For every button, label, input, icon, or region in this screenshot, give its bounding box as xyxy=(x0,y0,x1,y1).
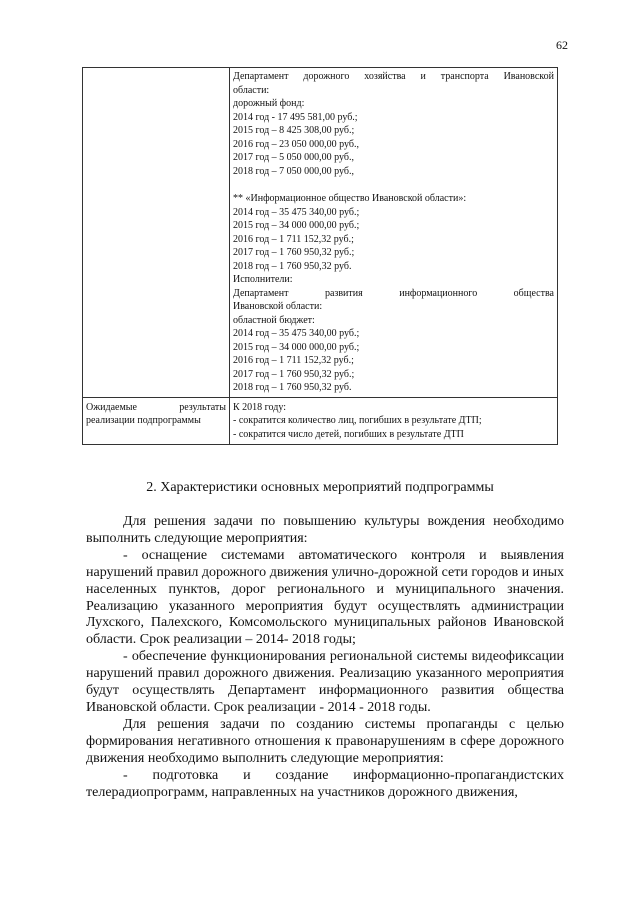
body-text xyxy=(86,514,564,801)
funding-line: 2017 год – 5 050 000,00 руб., xyxy=(233,152,354,163)
funding-line: 2017 год – 1 760 950,32 руб.; xyxy=(233,368,355,380)
section-title: 2. Характеристики основных мероприятий подпрограммы xyxy=(146,480,494,495)
paragraph: Для решения задачи по созданию системы пропаганды с целью формирования негативного отношения к правонарушениям в сфере дорожного движения необходимо выполнить следующие мероприятия: xyxy=(86,716,564,766)
results-row xyxy=(83,397,558,445)
funding-line: 2018 год – 1 760 950,32 руб. xyxy=(233,260,352,272)
funding-line: 2014 год – 35 475 340,00 руб.; xyxy=(233,206,360,218)
blank-line xyxy=(233,178,554,192)
funding-cell xyxy=(230,68,558,398)
funding-line: ** «Информационное общество Ивановской области»: xyxy=(233,193,467,204)
funding-line: 2016 год – 23 050 000,00 руб., xyxy=(233,138,359,150)
funding-label-cell xyxy=(83,68,230,398)
funding-line: 2018 год – 1 760 950,32 руб. xyxy=(233,382,352,393)
funding-line: области: xyxy=(233,84,270,96)
page-number: 62 xyxy=(556,38,568,52)
funding-line: 2016 год – 1 711 152,32 руб.; xyxy=(233,233,354,245)
funding-line: Департамент развития информационного общества xyxy=(233,287,554,299)
results-label-cell xyxy=(83,397,230,445)
paragraph: - оснащение системами автоматического контроля и выявления нарушений правил дорожного движения улично-дорожной сети городов и иных населенных пунктов, дорог регионального и муниципального значения. Реализацию указанного мероприятия будут осуществлять администрации Лухского, Палехского, Комсомольского муниципальных районов Ивановской области. Срок реализации – 2014- 2018 годы; xyxy=(86,547,564,648)
funding-line: 2015 год – 34 000 000,00 руб.; xyxy=(233,341,360,353)
results-cell xyxy=(230,397,558,445)
funding-line: 2014 год - 17 495 581,00 руб.; xyxy=(233,111,358,123)
funding-line: Департамент дорожного хозяйства и транспорта Ивановской xyxy=(233,71,554,82)
funding-line: 2015 год – 34 000 000,00 руб.; xyxy=(233,220,360,231)
program-table xyxy=(82,67,558,445)
funding-line: 2016 год – 1 711 152,32 руб.; xyxy=(233,355,354,366)
funding-line: 2017 год – 1 760 950,32 руб.; xyxy=(233,247,355,258)
result-line: - сократится число детей, погибших в результате ДТП xyxy=(233,428,464,440)
paragraph: - обеспечение функционирования региональной системы видеофиксации нарушений правил дорожного движения. Реализацию указанного мероприятия будут осуществлять Департамент информационного развития общества Ивановской области. Срок реализации - 2014 - 2018 годы. xyxy=(86,649,564,715)
result-line: - сократится количество лиц, погибших в результате ДТП; xyxy=(233,415,482,426)
funding-row xyxy=(83,68,558,398)
funding-line: 2015 год – 8 425 308,00 руб.; xyxy=(233,125,355,136)
funding-line: Исполнители: xyxy=(233,274,293,285)
paragraph: Для решения задачи по повышению культуры вождения необходимо выполнить следующие мероприятия: xyxy=(86,514,564,546)
paragraph: - подготовка и создание информационно-пропагандистских телерадиопрограмм, направленных на участников дорожного движения, xyxy=(86,767,564,800)
funding-line: Ивановской области: xyxy=(233,301,323,312)
results-label: Ожидаемые результаты реализации подпрограммы xyxy=(86,401,226,426)
funding-line: дорожный фонд: xyxy=(233,98,305,109)
funding-line: 2014 год – 35 475 340,00 руб.; xyxy=(233,328,360,339)
funding-line: 2018 год – 7 050 000,00 руб., xyxy=(233,165,354,177)
result-line: К 2018 году: xyxy=(233,401,286,413)
funding-line: областной бюджет: xyxy=(233,314,315,326)
